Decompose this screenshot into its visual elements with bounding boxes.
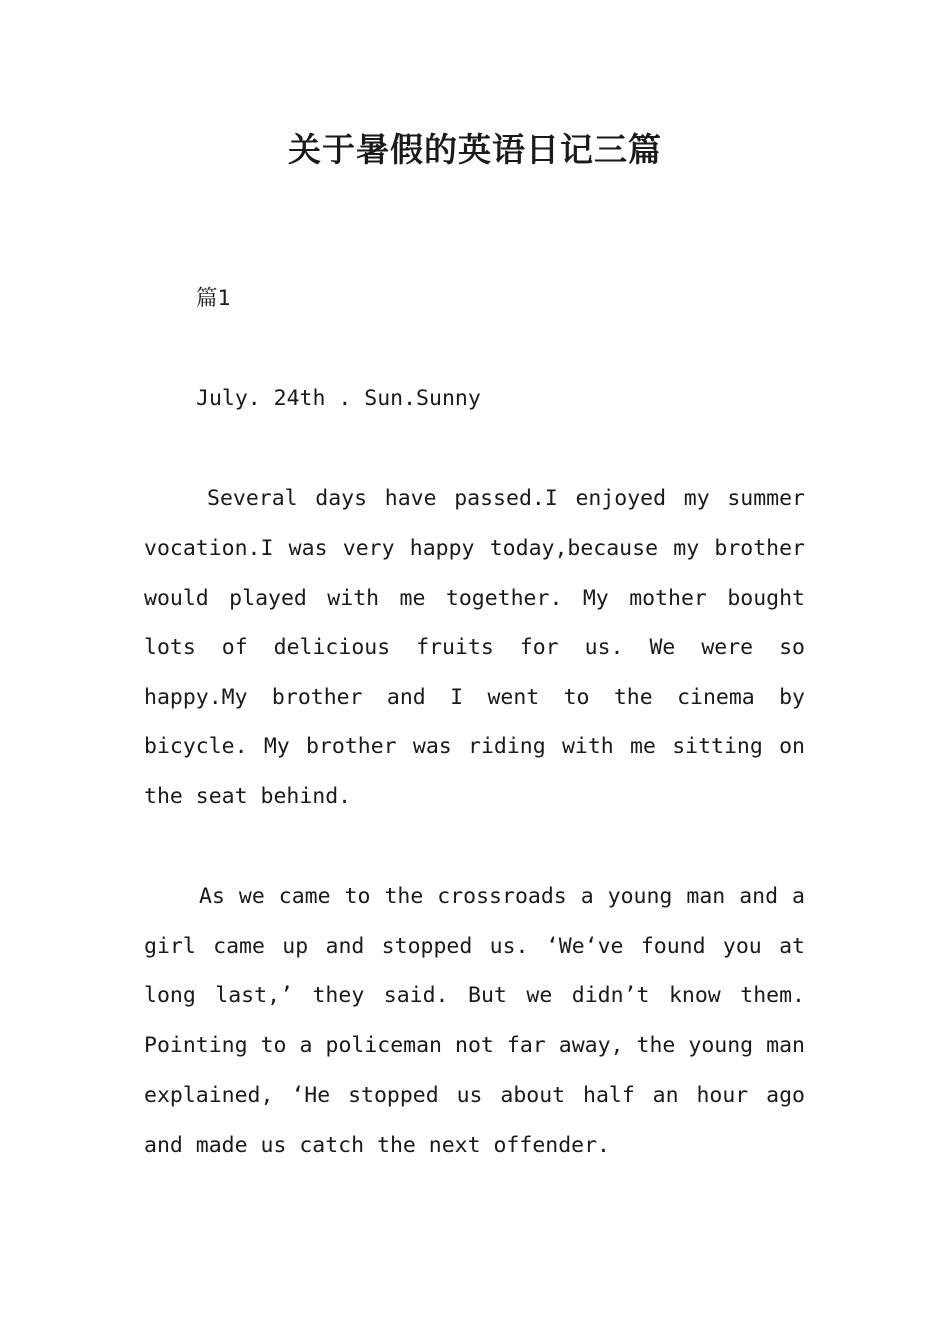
date-line: July. 24th . Sun.Sunny — [196, 386, 481, 411]
paragraph-line: Several days have passed.I enjoyed my summer — [207, 486, 805, 511]
paragraph-line: long last,’ they said. But we didn’t know them. — [144, 983, 805, 1008]
paragraph-line: bicycle. My brother was riding with me sitting on — [144, 734, 805, 759]
paragraph-line: Pointing to a policeman not far away, the young man — [144, 1033, 805, 1058]
paragraph-line: lots of delicious fruits for us. We were so — [144, 635, 805, 660]
paragraph-line: happy.My brother and I went to the cinema by — [144, 685, 805, 710]
document-title: 关于暑假的英语日记三篇 — [288, 130, 662, 169]
paragraph-line: girl came up and stopped us. ‘We‘ve found you at — [144, 934, 805, 959]
paragraph-line: As we came to the crossroads a young man and a — [199, 884, 805, 909]
paragraph-line: vocation.I was very happy today,because my brother — [144, 536, 805, 561]
paragraph-line: the seat behind. — [144, 784, 352, 809]
section-label: 篇1 — [196, 286, 231, 311]
paragraph-line: and made us catch the next offender. — [144, 1133, 610, 1158]
paragraph-line: would played with me together. My mother bought — [144, 586, 805, 611]
paragraph-line: explained, ‘He stopped us about half an hour ago — [144, 1083, 805, 1108]
